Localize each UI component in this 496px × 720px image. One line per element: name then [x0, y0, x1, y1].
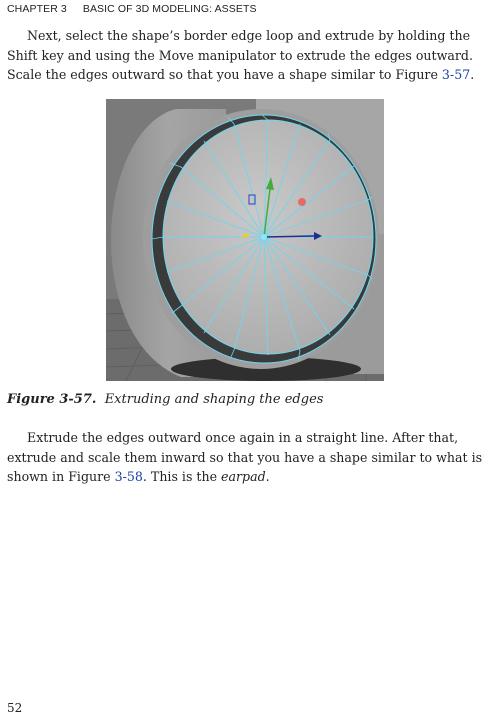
paragraph-2-text: Extrude the edges outward once again in a straight line. After that, extrude and scale them inward so that you have a shape similar to what is shown in Figure: [7, 430, 483, 484]
paragraph-1-text: Next, select the shape’s border edge loop and extrude by holding the Shift key and using the Move manipulator to extrude the edges outward. Scale the edges outward so that you have a shape similar to Figure: [7, 28, 473, 82]
chapter-label: CHAPTER 3: [7, 3, 67, 15]
figure-label: Figure 3-57.: [7, 392, 97, 407]
figure-ref-3-58[interactable]: 3-58: [114, 469, 143, 484]
running-header: [7, 3, 257, 15]
paragraph-1-end: .: [470, 67, 475, 82]
figure-ref-3-57[interactable]: 3-57: [441, 67, 471, 82]
paragraph-2-mid: . This is the: [142, 469, 222, 484]
figure-3-57-image: [106, 99, 384, 381]
paragraph-2-end: .: [265, 469, 270, 484]
viewport-render: [106, 99, 384, 381]
term-earpad: earpad: [221, 469, 266, 484]
paragraph-2: [7, 428, 485, 487]
page-number: 52: [7, 701, 23, 715]
figure-caption: [7, 392, 323, 407]
chapter-title: BASIC OF 3D MODELING: ASSETS: [82, 3, 257, 15]
figure-caption-text: Extruding and shaping the edges: [104, 392, 324, 407]
paragraph-1: [7, 26, 485, 85]
